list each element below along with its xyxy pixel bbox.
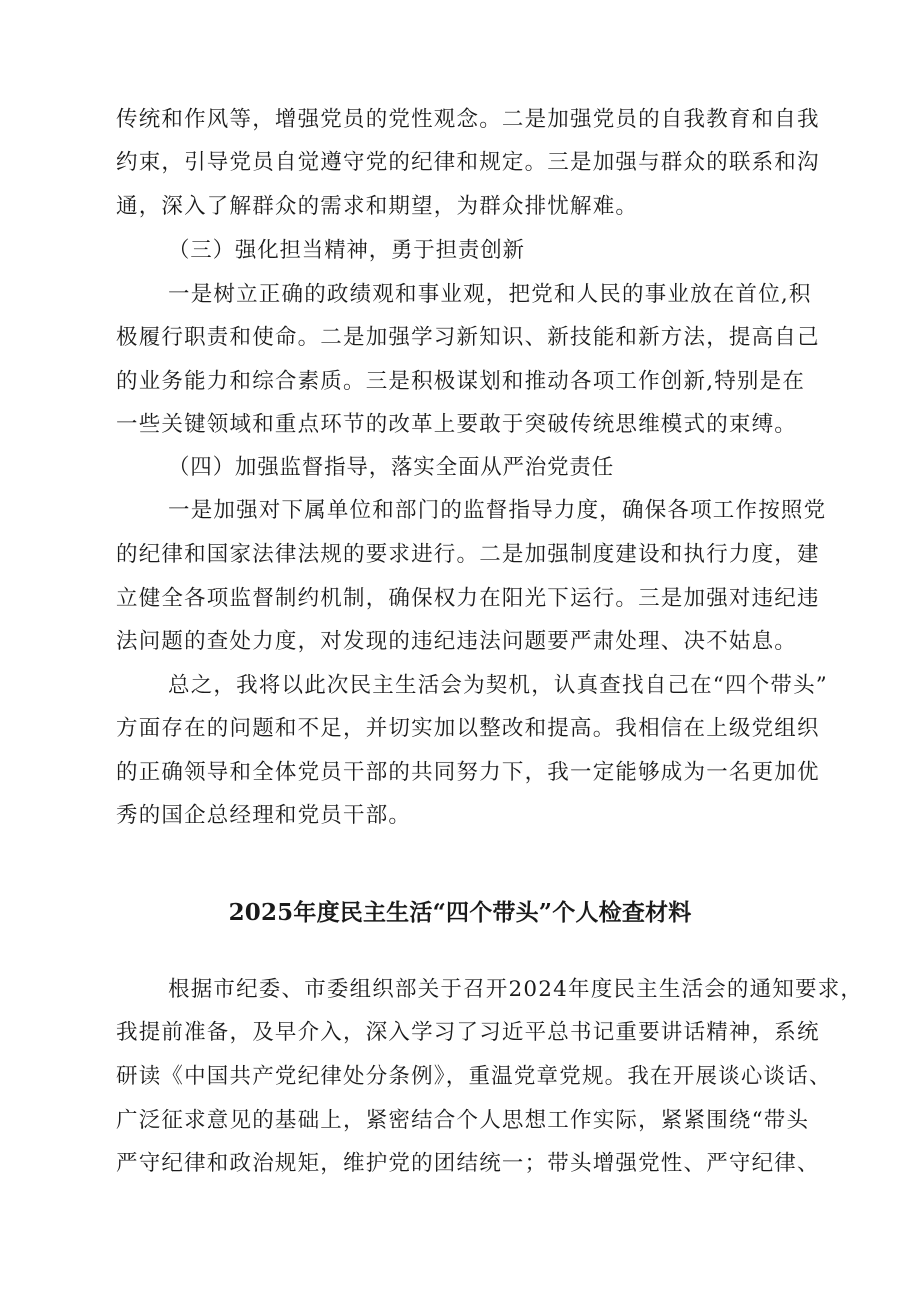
document-title: 2025年度民主生活“四个带头”个人检查材料: [228, 899, 692, 926]
paragraph-line: 极履行职责和使命。二是加强学习新知识、新技能和新方法，提高自己: [116, 325, 820, 350]
paragraph-line: 研读《中国共产党纪律处分条例》，重温党章党规。我在开展谈心谈话、: [116, 1064, 832, 1089]
paragraph-line: 的正确领导和全体党员干部的共同努力下，我一定能够成为一名更加优: [116, 760, 820, 785]
paragraph-line: 法问题的查处力度，对发现的违纪违法问题要严肃处理、决不姑息。: [116, 629, 798, 654]
paragraph-line: 我提前准备，及早介入，深入学习了习近平总书记重要讲话精神，系统: [116, 1020, 820, 1045]
paragraph-line: 一是树立正确的政绩观和事业观，把党和人民的事业放在首位,积: [168, 282, 812, 307]
paragraph-line: 立健全各项监督制约机制，确保权力在阳光下运行。三是加强对违纪违: [116, 586, 820, 611]
paragraph-line: 约束，引导党员自觉遵守党的纪律和规定。三是加强与群众的联系和沟: [116, 150, 820, 175]
paragraph-line: 的纪律和国家法律法规的要求进行。二是加强制度建设和执行力度，建: [116, 542, 820, 567]
paragraph-line: 方面存在的问题和不足，并切实加以整改和提高。我相信在上级党组织: [116, 716, 820, 741]
paragraph-line: 秀的国企总经理和党员干部。: [116, 803, 412, 828]
section-heading: （三）强化担当精神，勇于担责创新: [168, 238, 525, 263]
paragraph-line: 通，深入了解群众的需求和期望，为群众排忧解难。: [116, 194, 639, 219]
section-heading: （四）加强监督指导，落实全面从严治党责任: [168, 455, 615, 480]
paragraph-line: 一是加强对下属单位和部门的监督指导力度，确保各项工作按照党: [168, 498, 827, 523]
paragraph-line: 严守纪律和政治规矩，维护党的团结统一；带头增强党性、严守纪律、: [116, 1151, 820, 1176]
paragraph-line: 的业务能力和综合素质。三是积极谋划和推动各项工作创新,特别是在: [116, 369, 806, 394]
paragraph-line: 传统和作风等，增强党员的党性观念。二是加强党员的自我教育和自我: [116, 107, 820, 132]
paragraph-line: 总之，我将以此次民主生活会为契机，认真查找自己在“四个带头”: [168, 673, 828, 698]
paragraph-line: 根据市纪委、市委组织部关于召开2024年度民主生活会的通知要求，: [168, 977, 864, 1002]
paragraph-line: 一些关键领域和重点环节的改革上要敢于突破传统思维模式的束缚。: [116, 412, 798, 437]
paragraph-line: 广泛征求意见的基础上，紧密结合个人思想工作实际，紧紧围绕“带头: [116, 1108, 810, 1133]
